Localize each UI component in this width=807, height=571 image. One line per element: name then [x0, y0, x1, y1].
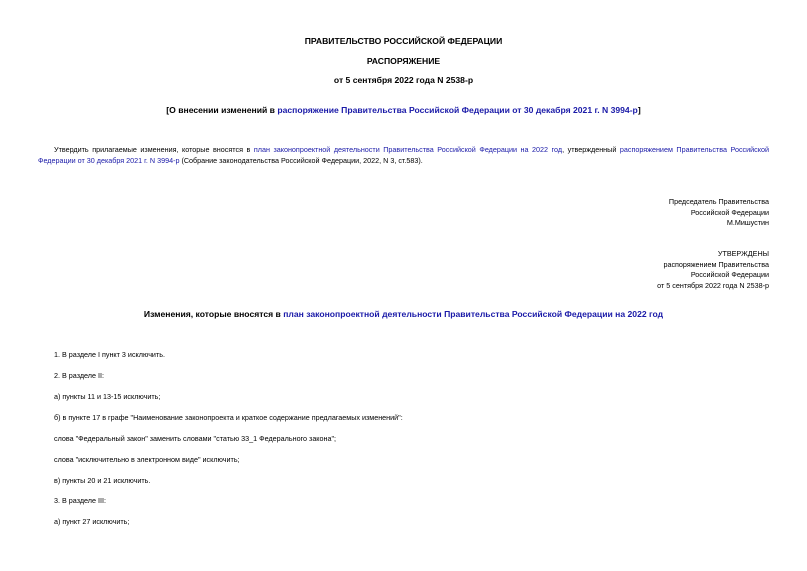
- list-item: в) пункты 20 и 21 исключить.: [54, 476, 151, 485]
- list-item: слова "исключительно в электронном виде" исключить;: [54, 455, 240, 464]
- list-item: слова "Федеральный закон" заменить словами "статью 33_1 Федерального закона";: [54, 434, 337, 443]
- approval-line-4: от 5 сентября 2022 года N 2538-р: [657, 281, 769, 291]
- list-item: а) пункты 11 и 13-15 исключить;: [54, 392, 161, 401]
- subject-suffix: ]: [637, 105, 641, 115]
- changes-title-prefix: Изменения, которые вносятся в: [143, 309, 284, 319]
- list-item: 1. В разделе I пункт 3 исключить.: [54, 350, 165, 359]
- approval-block: [469, 249, 769, 292]
- preamble-text-3: (Собрание законодательства Российской Федерации, 2022, N 3, ст.583).: [179, 155, 423, 165]
- list-item: б) в пункте 17 в графе "Наименование законопроекта и краткое содержание предлагаемых изменений":: [54, 413, 403, 422]
- list-item: 3. В разделе III:: [54, 496, 106, 505]
- changes-title-link[interactable]: план законопроектной деятельности Правительства Российской Федерации на 2022 год: [283, 309, 664, 319]
- changes-title: [0, 309, 807, 319]
- subject-prefix: [О внесении изменений в: [166, 105, 278, 115]
- preamble-link-order[interactable]: распоряжением Правительства Российской Федерации от 30 декабря 2021 г. N 3994-р: [38, 145, 770, 165]
- document-type: РАСПОРЯЖЕНИЕ: [366, 56, 441, 66]
- signature-line-3: М.Мишустин: [726, 218, 769, 228]
- approval-line-3: Российской Федерации: [690, 270, 769, 280]
- approval-line-2: распоряжением Правительства: [663, 259, 769, 269]
- preamble-text-1: Утвердить прилагаемые изменения, которые вносятся в: [54, 145, 254, 154]
- document-date-number: от 5 сентября 2022 года N 2538-р: [333, 75, 474, 85]
- subject-link[interactable]: распоряжение Правительства Российской Федерации от 30 декабря 2021 г. N 3994-р: [277, 105, 638, 115]
- preamble-paragraph: [38, 145, 769, 166]
- list-item: 2. В разделе II:: [54, 371, 104, 380]
- government-heading: ПРАВИТЕЛЬСТВО РОССИЙСКОЙ ФЕДЕРАЦИИ: [304, 36, 503, 46]
- approval-line-1: УТВЕРЖДЕНЫ: [717, 249, 769, 258]
- preamble-text-2: , утвержденный: [562, 145, 620, 154]
- preamble-link-plan[interactable]: план законопроектной деятельности Правительства Российской Федерации на 2022 год: [253, 145, 563, 154]
- signature-line-2: Российской Федерации: [690, 207, 769, 217]
- list-item: а) пункт 27 исключить;: [54, 517, 130, 526]
- signature-block: [469, 197, 769, 229]
- signature-line-1: Председатель Правительства: [668, 197, 769, 206]
- document-subject: [0, 105, 807, 115]
